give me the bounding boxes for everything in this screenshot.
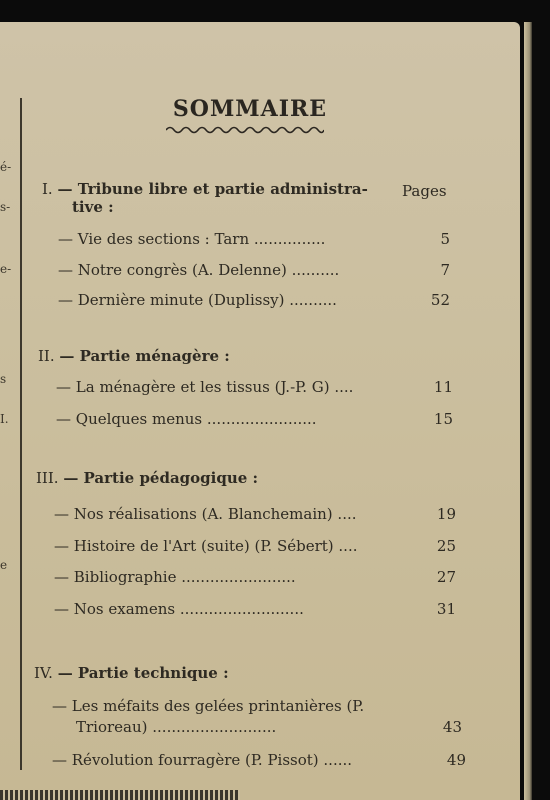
toc-entry-continued: Trioreau) ..........................: [76, 718, 277, 736]
toc-entry: — Les méfaits des gelées printanières (P.: [52, 697, 365, 715]
toc-page-number: 27: [436, 568, 456, 586]
toc-page-number: 15: [433, 410, 453, 428]
section-heading-continued: tive :: [72, 198, 114, 216]
section-heading: III. — Partie pédagogique :: [36, 469, 259, 487]
toc-entry: — La ménagère et les tissus (J.-P. G) ....: [56, 378, 354, 396]
toc-entry: — Quelques menus .......................: [56, 410, 317, 428]
left-fragment: é-: [0, 160, 12, 174]
toc-page-number: 11: [433, 378, 453, 396]
toc-entry: — Histoire de l'Art (suite) (P. Sébert) ....: [54, 537, 358, 555]
toc-entry: — Dernière minute (Duplissy) ..........: [58, 291, 337, 309]
page-edge: [524, 22, 532, 800]
toc-page-number: 43: [442, 718, 462, 736]
toc-entry: — Nos examens ..........................: [54, 600, 304, 618]
left-fragment: I.: [0, 412, 9, 426]
page-title: SOMMAIRE: [172, 96, 328, 122]
left-fragment: e-: [0, 262, 12, 276]
section-heading: IV. — Partie technique :: [34, 664, 229, 682]
section-heading: II. — Partie ménagère :: [38, 347, 230, 365]
title-underline-ornament: [166, 125, 324, 135]
left-fragment: s-: [0, 200, 11, 214]
left-fragment: e: [0, 558, 8, 572]
section-heading: I. — Tribune libre et partie administra-: [42, 180, 368, 198]
toc-page-number: 25: [436, 537, 456, 555]
toc-page-number: 19: [436, 505, 456, 523]
toc-page-number: 49: [446, 751, 466, 769]
toc-entry: — Bibliographie ........................: [54, 568, 296, 586]
toc-entry: — Vie des sections : Tarn ...............: [58, 230, 326, 248]
toc-page-number: 5: [440, 230, 450, 248]
toc-entry: — Nos réalisations (A. Blanchemain) ....: [54, 505, 357, 523]
margin-rule: [20, 98, 22, 770]
toc-page-number: 31: [436, 600, 456, 618]
toc-page-number: 52: [430, 291, 450, 309]
toc-page-number: 7: [440, 261, 450, 279]
bottom-edge-strip: [0, 790, 240, 800]
left-fragment: s: [0, 372, 7, 386]
pages-label: Pages: [402, 182, 447, 200]
toc-entry: — Révolution fourragère (P. Pissot) ......: [52, 751, 353, 769]
toc-entry: — Notre congrès (A. Delenne) ..........: [58, 261, 340, 279]
